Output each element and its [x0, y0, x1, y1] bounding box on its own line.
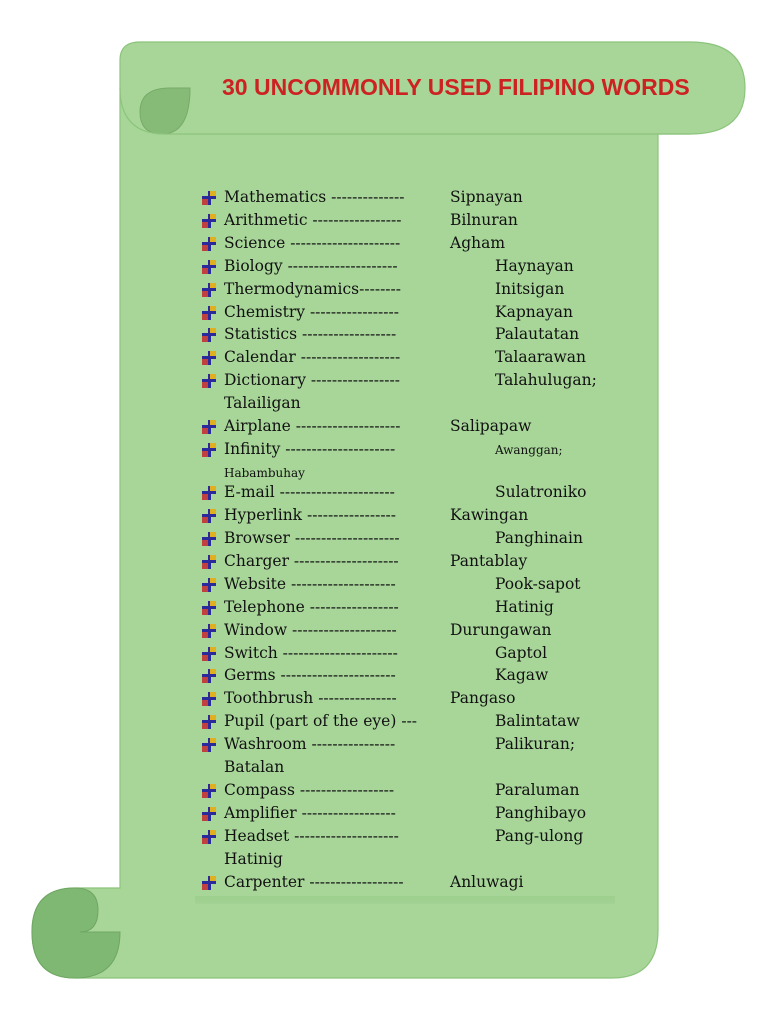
list-item	[0, 529, 768, 552]
list-item	[0, 689, 768, 712]
list-item	[0, 257, 768, 280]
list-item	[0, 666, 768, 689]
list-item	[0, 552, 768, 575]
plus-bullet-icon	[202, 374, 216, 388]
filipino-term-alt: Habambuhay	[224, 465, 305, 480]
plus-bullet-icon	[202, 486, 216, 500]
plus-bullet-icon	[202, 669, 216, 683]
plus-bullet-icon	[202, 807, 216, 821]
english-term: Telephone -----------------	[224, 597, 399, 616]
list-item	[0, 348, 768, 371]
list-item	[0, 506, 768, 529]
list-item	[0, 234, 768, 257]
filipino-term-alt: Hatinig	[224, 849, 283, 868]
list-item	[0, 804, 768, 827]
plus-bullet-icon	[202, 351, 216, 365]
list-item	[0, 303, 768, 326]
list-item	[0, 211, 768, 234]
filipino-term: Kapnayan	[495, 302, 573, 321]
english-term: Arithmetic -----------------	[224, 210, 402, 229]
list-item	[0, 417, 768, 440]
filipino-term-alt: Talailigan	[224, 394, 301, 413]
english-term: Compass ------------------	[224, 780, 395, 799]
english-term: Airplane --------------------	[224, 417, 401, 435]
plus-bullet-icon	[202, 509, 216, 523]
filipino-term: Sipnayan	[450, 188, 523, 206]
filipino-term: Bilnuran	[450, 210, 518, 229]
list-item	[0, 483, 768, 506]
filipino-term: Agham	[450, 233, 506, 252]
filipino-term: Pantablay	[450, 551, 528, 570]
list-item	[0, 735, 768, 758]
filipino-term: Pook-sapot	[495, 574, 581, 593]
filipino-term: Haynayan	[495, 256, 574, 275]
filipino-term: Initsigan	[495, 279, 565, 298]
filipino-term: Talaarawan	[495, 348, 586, 367]
list-item	[0, 827, 768, 850]
english-term: Website --------------------	[224, 574, 396, 593]
filipino-term: Gaptol	[495, 643, 548, 662]
english-term: Science ---------------------	[224, 233, 401, 252]
filipino-term: Awanggan;	[495, 442, 563, 457]
plus-bullet-icon	[202, 214, 216, 228]
plus-bullet-icon	[202, 306, 216, 320]
page-title: 30 UNCOMMONLY USED FILIPINO WORDS	[222, 74, 690, 100]
english-term: Statistics ------------------	[224, 325, 397, 344]
filipino-term: Anluwagi	[450, 872, 524, 891]
filipino-term: Paraluman	[495, 780, 580, 799]
plus-bullet-icon	[202, 715, 216, 729]
filipino-term: Kagaw	[495, 666, 549, 685]
list-item	[0, 371, 768, 394]
plus-bullet-icon	[202, 260, 216, 274]
filipino-term: Panghibayo	[495, 803, 587, 822]
plus-bullet-icon	[202, 420, 216, 434]
filipino-term: Palautatan	[495, 325, 580, 344]
plus-bullet-icon	[202, 283, 216, 297]
plus-bullet-icon	[202, 532, 216, 546]
list-item	[0, 280, 768, 303]
filipino-term: Pang-ulong	[495, 826, 584, 845]
list-item-continuation	[0, 850, 768, 873]
list-item	[0, 575, 768, 598]
plus-bullet-icon	[202, 237, 216, 251]
plus-bullet-icon	[202, 328, 216, 342]
list-item	[0, 644, 768, 667]
plus-bullet-icon	[202, 738, 216, 752]
filipino-term: Pangaso	[450, 689, 516, 708]
cutoff-fade	[195, 896, 615, 904]
english-term: Browser --------------------	[224, 529, 400, 547]
english-term: Biology ---------------------	[224, 256, 398, 275]
filipino-term: Palikuran;	[495, 735, 576, 754]
plus-bullet-icon	[202, 784, 216, 798]
plus-bullet-icon	[202, 578, 216, 592]
english-term: Calendar -------------------	[224, 348, 401, 367]
english-term: Chemistry -----------------	[224, 302, 399, 321]
filipino-term: Salipapaw	[450, 417, 532, 435]
plus-bullet-icon	[202, 555, 216, 569]
list-item-continuation	[0, 758, 768, 781]
list-item	[0, 325, 768, 348]
english-term: Dictionary -----------------	[224, 371, 400, 390]
filipino-term: Durungawan	[450, 620, 552, 639]
plus-bullet-icon	[202, 191, 216, 205]
list-item	[0, 621, 768, 644]
english-term: Switch ----------------------	[224, 643, 398, 662]
english-term: Pupil (part of the eye) ---	[224, 712, 418, 731]
plus-bullet-icon	[202, 624, 216, 638]
plus-bullet-icon	[202, 876, 216, 890]
english-term: Carpenter ------------------	[224, 872, 404, 891]
english-term: E-mail ----------------------	[224, 483, 395, 502]
plus-bullet-icon	[202, 443, 216, 457]
plus-bullet-icon	[202, 830, 216, 844]
plus-bullet-icon	[202, 647, 216, 661]
list-item	[0, 440, 768, 463]
filipino-term: Panghinain	[495, 529, 583, 547]
english-term: Germs ----------------------	[224, 666, 396, 685]
english-term: Headset --------------------	[224, 826, 399, 845]
english-term: Charger --------------------	[224, 551, 399, 570]
english-term: Toothbrush ---------------	[224, 689, 397, 708]
filipino-term-alt: Batalan	[224, 758, 285, 776]
list-item	[0, 781, 768, 804]
list-item-continuation	[0, 394, 768, 417]
filipino-term: Hatinig	[495, 597, 554, 616]
plus-bullet-icon	[202, 692, 216, 706]
filipino-term: Balintataw	[495, 712, 580, 731]
english-term: Mathematics --------------	[224, 188, 405, 206]
english-term: Window --------------------	[224, 620, 397, 639]
list-item	[0, 598, 768, 621]
list-item	[0, 873, 768, 896]
english-term: Washroom ----------------	[224, 735, 396, 754]
list-item	[0, 712, 768, 735]
english-term: Hyperlink -----------------	[224, 506, 397, 525]
english-term: Amplifier ------------------	[224, 803, 396, 822]
filipino-term: Talahulugan;	[495, 371, 597, 390]
filipino-term: Kawingan	[450, 506, 529, 525]
filipino-term: Sulatroniko	[495, 483, 587, 502]
english-term: Thermodynamics--------	[224, 279, 402, 298]
list-item	[0, 188, 768, 211]
english-term: Infinity ---------------------	[224, 439, 396, 458]
plus-bullet-icon	[202, 601, 216, 615]
